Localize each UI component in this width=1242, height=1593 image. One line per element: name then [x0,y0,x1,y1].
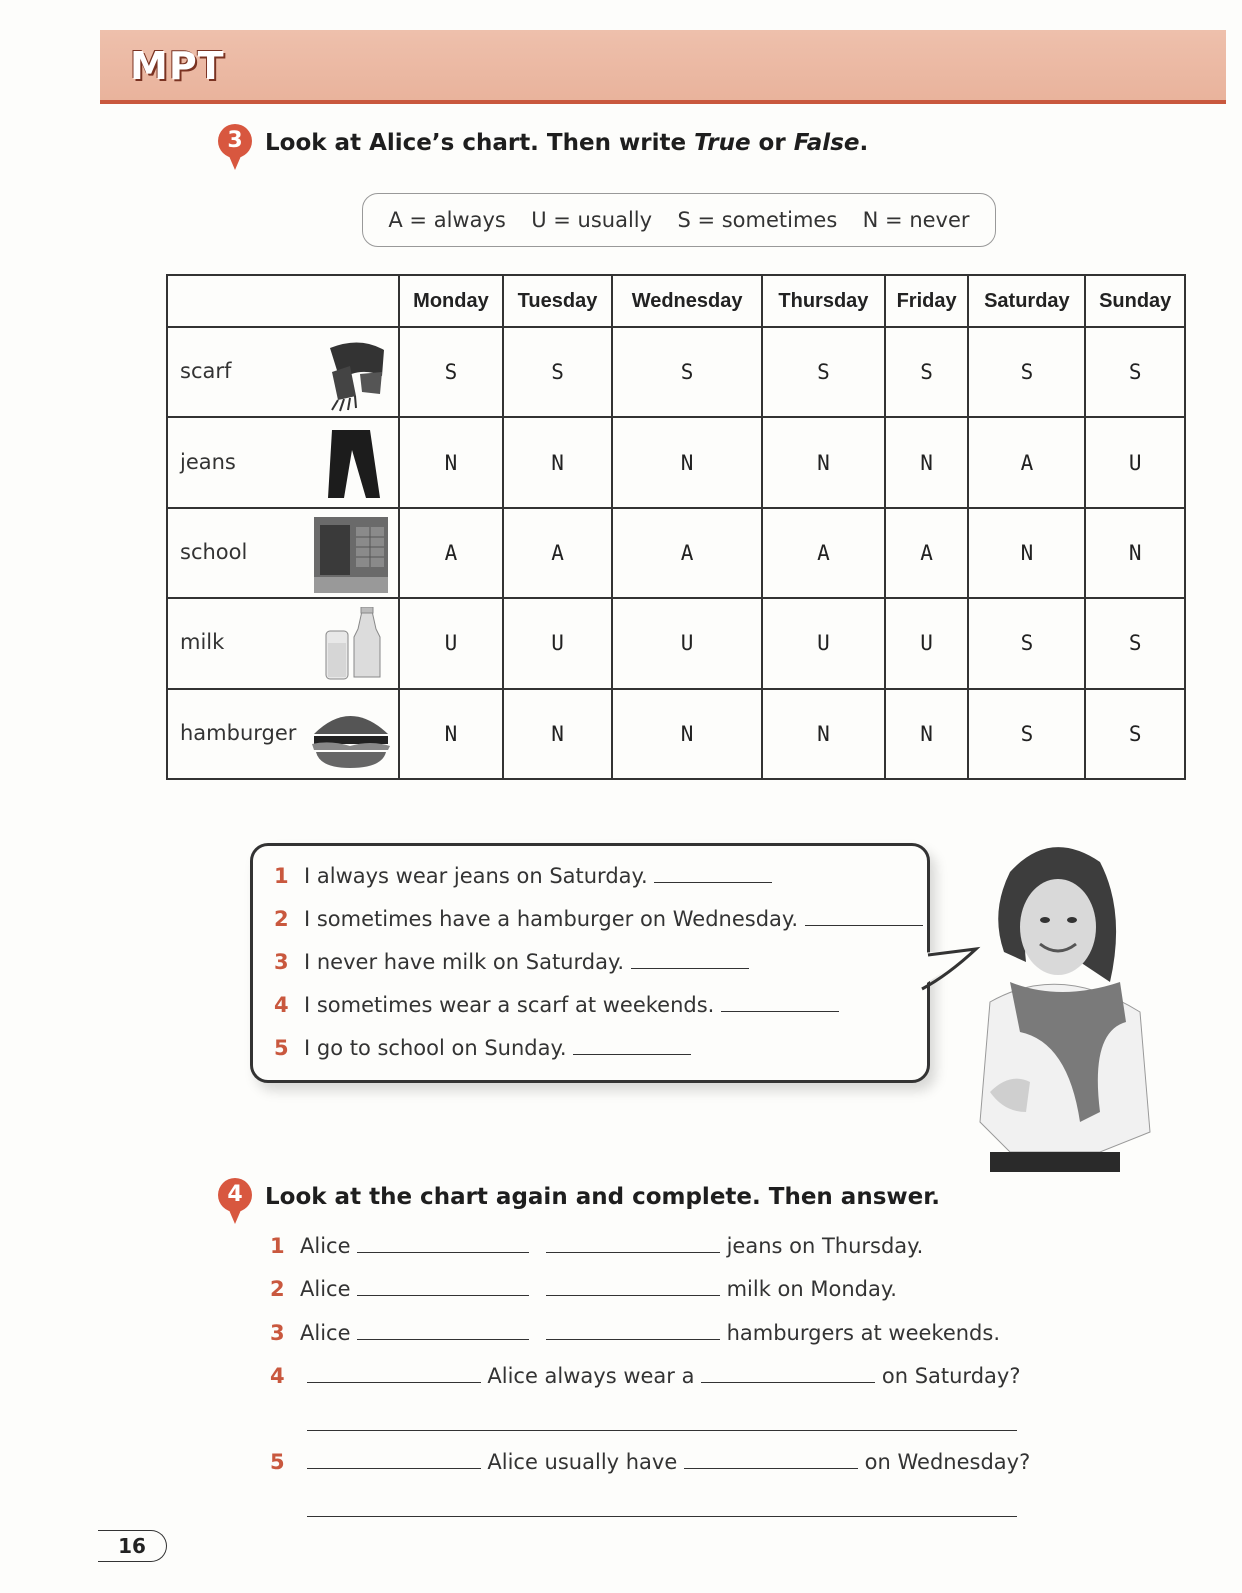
day-header: Wednesday [612,275,762,327]
answer-blank[interactable] [357,1277,529,1296]
complete-item-4: 4 Alice always wear a on Saturday? [270,1364,1021,1388]
answer-blank[interactable] [307,1450,481,1469]
chart-cell: N [762,689,885,779]
chart-cell: U [612,598,762,688]
day-header: Monday [399,275,503,327]
complete-item-5: 5 Alice usually have on Wednesday? [270,1450,1031,1474]
item-cell [167,689,399,779]
chart-cell: S [1085,327,1185,417]
chart-cell: N [1085,508,1185,598]
answer-blank[interactable] [631,950,749,969]
chart-header-row [167,275,1185,327]
statement-2: 2 I sometimes have a hamburger on Wednesday. [274,907,923,931]
legend-sometimes: S = sometimes [677,208,838,232]
chart-cell: N [399,689,503,779]
chart-cell: A [399,508,503,598]
chart-cell: A [885,508,969,598]
chart-cell: N [885,417,969,507]
complete-item-3: 3 Alice hamburgers at weekends. [270,1321,1000,1345]
logo: MPT [130,44,225,88]
chart-cell: N [503,417,612,507]
chart-cell: N [885,689,969,779]
page-number: 16 [98,1530,167,1562]
item-cell [167,417,399,507]
item-label: school [180,539,248,564]
item-cell [167,508,399,598]
chart-cell: U [399,598,503,688]
statement-5: 5 I go to school on Sunday. [274,1036,691,1060]
chart-cell: S [885,327,969,417]
milk-bottles-icon [310,607,390,683]
chart-cell: S [1085,689,1185,779]
chart-row-hamburger [167,689,1185,779]
chart-cell: U [762,598,885,688]
chart-cell: A [612,508,762,598]
complete-item-1: 1 Alice jeans on Thursday. [270,1234,924,1258]
chart-cell: A [762,508,885,598]
chart-row-school [167,508,1185,598]
item-label: jeans [180,449,236,474]
school-building-icon [310,517,390,593]
chart-cell: N [503,689,612,779]
legend-usually: U = usually [531,208,653,232]
day-header: Friday [885,275,969,327]
answer-blank[interactable] [307,1364,481,1383]
legend-always: A = always [388,208,506,232]
day-header: Sunday [1085,275,1185,327]
exercise-3-title: Look at Alice’s chart. Then write True or False. [265,130,869,156]
chart-row-milk [167,598,1185,688]
chart-cell: A [968,417,1085,507]
statement-3: 3 I never have milk on Saturday. [274,950,749,974]
chart-cell: A [503,508,612,598]
chart-cell: N [762,417,885,507]
chart-cell: S [612,327,762,417]
chart-cell: S [968,598,1085,688]
chart-cell: S [968,689,1085,779]
statement-1: 1 I always wear jeans on Saturday. [274,864,772,888]
chart-cell: N [612,417,762,507]
girl-illustration [950,832,1180,1172]
legend-box [362,193,996,247]
day-header: Thursday [762,275,885,327]
statement-4: 4 I sometimes wear a scarf at weekends. [274,993,839,1017]
answer-blank[interactable] [546,1234,720,1253]
chart-corner-cell [167,275,399,327]
chart-cell: U [1085,417,1185,507]
item-cell [167,598,399,688]
chart-cell: N [399,417,503,507]
answer-blank[interactable] [357,1234,529,1253]
item-label: hamburger [180,720,297,745]
day-header: Saturday [968,275,1085,327]
scarf-icon [310,336,390,412]
chart-cell: S [762,327,885,417]
item-label: milk [180,630,225,655]
answer-blank[interactable] [805,907,923,926]
chart-cell: S [968,327,1085,417]
chart-cell: S [399,327,503,417]
chart-row-scarf [167,327,1185,417]
legend-never: N = never [862,208,970,232]
complete-item-2: 2 Alice milk on Monday. [270,1277,897,1301]
exercise-3-number: 3 [218,124,252,158]
answer-blank[interactable] [701,1364,875,1383]
exercise-4-title: Look at the chart again and complete. Then answer. [265,1184,941,1210]
chart-cell: N [612,689,762,779]
answer-blank[interactable] [721,993,839,1012]
chart-cell: U [885,598,969,688]
chart-row-jeans [167,417,1185,507]
chart-cell: N [968,508,1085,598]
exercise-4-number: 4 [218,1178,252,1212]
chart-cell: S [1085,598,1185,688]
alice-chart [166,274,1186,780]
day-header: Tuesday [503,275,612,327]
chart-cell: U [503,598,612,688]
chart-cell: S [503,327,612,417]
item-cell [167,327,399,417]
answer-blank[interactable] [546,1321,720,1340]
header-banner [100,30,1226,104]
answer-blank[interactable] [546,1277,720,1296]
hamburger-icon [310,698,390,774]
answer-blank[interactable] [357,1321,529,1340]
answer-line-5[interactable] [307,1516,1017,1517]
answer-blank[interactable] [654,864,772,883]
item-label: scarf [180,358,232,383]
answer-blank[interactable] [573,1036,691,1055]
answer-blank[interactable] [684,1450,858,1469]
answer-line-4[interactable] [307,1430,1017,1431]
jeans-icon [310,426,390,502]
